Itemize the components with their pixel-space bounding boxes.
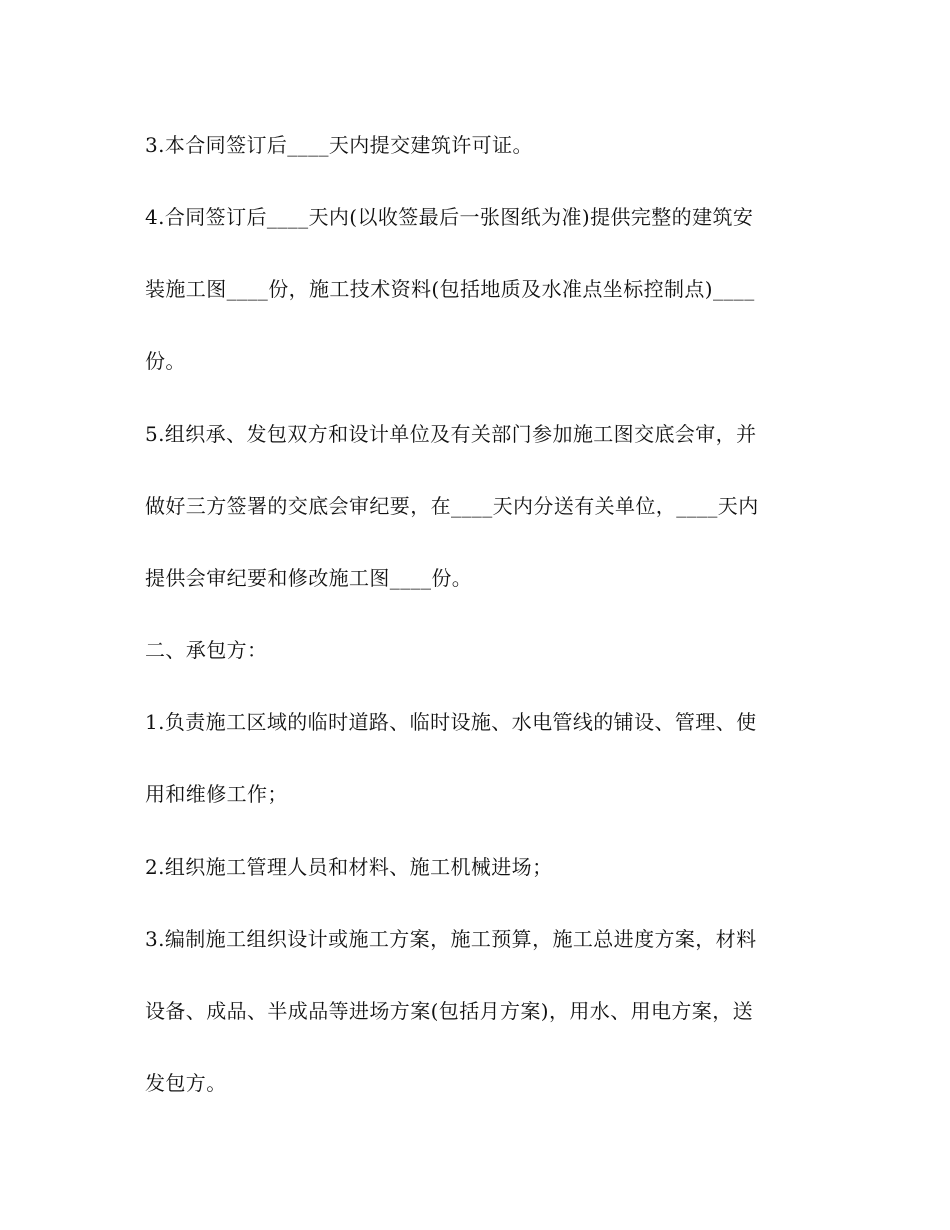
- contractor-clause-1-line-1: 1.负责施工区域的临时道路、临时设施、水电管线的铺设、管理、使: [145, 710, 757, 734]
- clause-3-permit-line: 3.本合同签订后____天内提交建筑许可证。: [145, 133, 533, 157]
- contractor-clause-3-line-1: 3.编制施工组织设计或施工方案，施工预算，施工总进度方案，材料: [145, 927, 757, 951]
- contractor-clause-1-line-2: 用和维修工作；: [145, 782, 288, 806]
- clause-5-line-1: 5.组织承、发包双方和设计单位及有关部门参加施工图交底会审，并: [145, 422, 757, 446]
- clause-4-line-1: 4.合同签订后____天内(以收签最后一张图纸为准)提供完整的建筑安: [145, 205, 754, 229]
- clause-4-line-3: 份。: [145, 349, 186, 373]
- clause-5-line-3: 提供会审纪要和修改施工图____份。: [145, 566, 473, 590]
- contractor-clause-2-line: 2.组织施工管理人员和材料、施工机械进场；: [145, 855, 553, 879]
- clause-5-line-2: 做好三方签署的交底会审纪要，在____天内分送有关单位，____天内: [145, 494, 759, 518]
- clause-4-line-2: 装施工图____份，施工技术资料(包括地质及水准点坐标控制点)____: [145, 277, 755, 301]
- contractor-clause-3-line-2: 设备、成品、半成品等进场方案(包括月方案)，用水、用电方案，送: [145, 999, 754, 1023]
- contractor-clause-3-line-3: 发包方。: [145, 1071, 227, 1095]
- section-heading-contractor: 二、承包方：: [145, 638, 268, 662]
